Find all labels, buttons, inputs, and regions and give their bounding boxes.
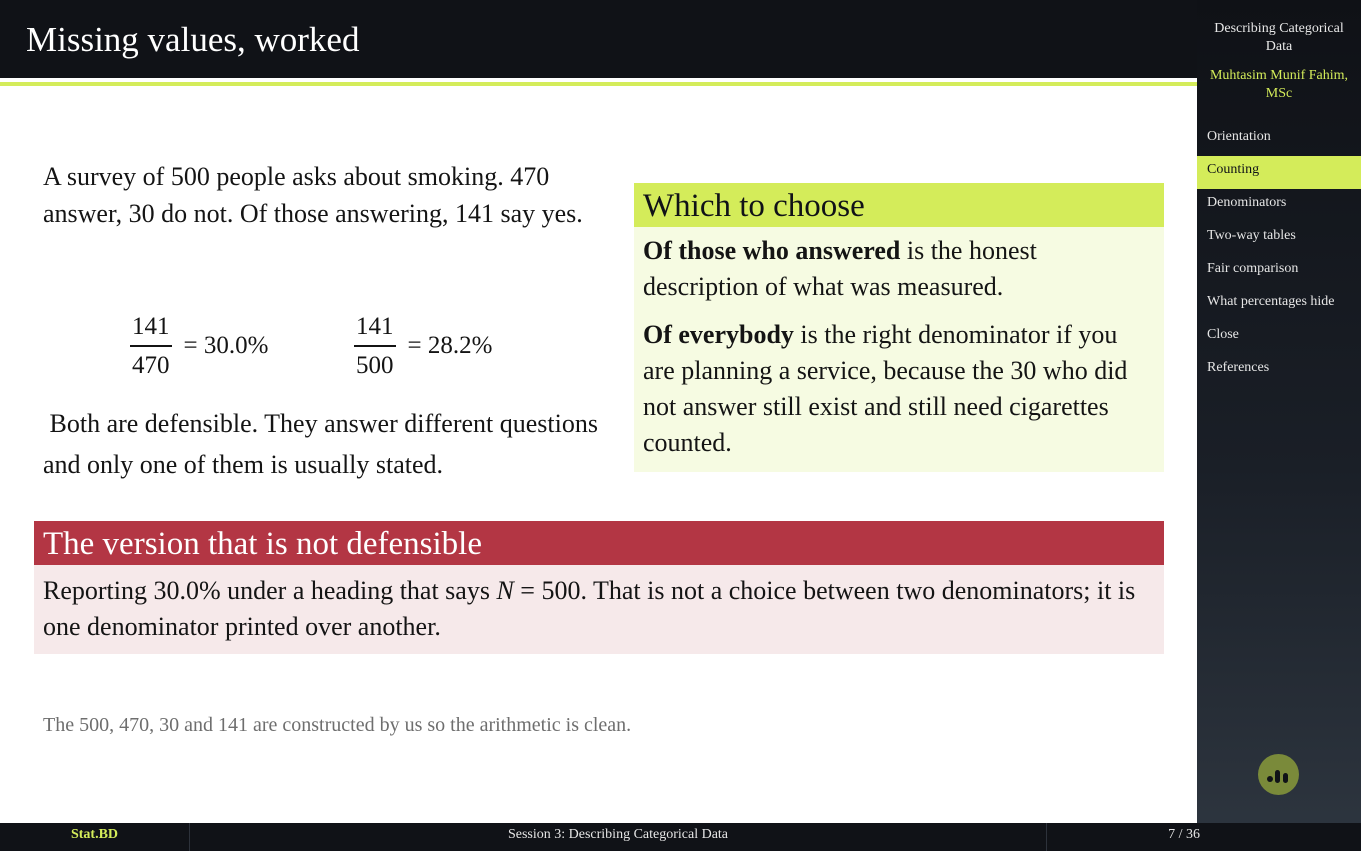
notdef-text-before: Reporting 30.0% under a heading that says — [43, 576, 497, 605]
slide-footer — [0, 823, 1361, 851]
sidebar-item-close[interactable]: Close — [1207, 327, 1239, 342]
sidebar-item-two-way-tables[interactable]: Two-way tables — [1207, 228, 1296, 243]
notdef-math-variable: N — [496, 576, 514, 605]
formula-answered — [130, 312, 268, 381]
sidebar-item-counting[interactable]: Counting — [1197, 156, 1361, 189]
which-to-choose-body — [634, 227, 1164, 461]
fraction-numerator: 141 — [132, 313, 170, 340]
fraction-bar — [130, 345, 172, 347]
bar-chart-icon — [1258, 754, 1299, 795]
not-defensible-body — [34, 565, 1164, 645]
slide-title: Missing values, worked — [26, 20, 360, 59]
formula-everybody — [354, 312, 492, 381]
choose-paragraph-everybody — [643, 317, 1154, 461]
footer-brand: Stat.BD — [0, 823, 190, 851]
slide-header — [0, 0, 1197, 78]
footnote: The 500, 470, 30 and 141 are constructed by us so the arithmetic is clean. — [43, 714, 632, 736]
choose-paragraph-answered — [643, 233, 1154, 305]
choose-text-everybody: is the right denominator if you are planning a service, because the 30 who did not answer still exist and still need cigarettes counted. — [643, 320, 1128, 457]
which-to-choose-heading: Which to choose — [634, 183, 1164, 227]
choose-bold-answered: Of those who answered — [643, 236, 901, 265]
footer-page-number: 7 / 36 — [1168, 827, 1200, 842]
sidebar-item-what-percentages-hide[interactable]: What percentages hide — [1207, 294, 1335, 309]
choose-bold-everybody: Of everybody — [643, 320, 794, 349]
bar-chart-logo-icon[interactable] — [1258, 754, 1299, 795]
sidebar — [1197, 0, 1361, 851]
footer-session-title: Session 3: Describing Categorical Data — [190, 823, 1047, 851]
choose-text-answered: is the honest description of what was measured. — [643, 236, 1037, 301]
sidebar-item-orientation[interactable]: Orientation — [1207, 129, 1271, 144]
both-defensible-text: Both are defensible. They answer different questions and only one of them is usually stated. — [43, 409, 598, 479]
sidebar-item-denominators[interactable]: Denominators — [1207, 195, 1287, 210]
both-defensible-paragraph — [43, 403, 613, 485]
fraction — [354, 312, 396, 381]
header-accent-rule — [0, 82, 1197, 86]
fraction-bar — [354, 345, 396, 347]
sidebar-nav — [1197, 123, 1361, 387]
sidebar-item-fair-comparison[interactable]: Fair comparison — [1207, 261, 1299, 276]
not-defensible-heading: The version that is not defensible — [34, 521, 1164, 565]
sidebar-deck-title: Describing Categorical Data — [1214, 21, 1344, 54]
not-defensible-block — [34, 521, 1164, 654]
fraction — [130, 312, 172, 381]
fraction-denominator: 500 — [356, 351, 394, 379]
fraction-denominator: 470 — [132, 351, 170, 379]
sidebar-author: Muhtasim Munif Fahim, MSc — [1209, 68, 1349, 101]
sidebar-item-references[interactable]: References — [1207, 360, 1270, 375]
formula-result: = 28.2% — [407, 332, 493, 360]
intro-paragraph: A survey of 500 people asks about smoking. 470 answer, 30 do not. Of those answering, 141 say yes. — [43, 162, 583, 228]
which-to-choose-block — [634, 183, 1164, 472]
notdef-math-rest: = 500. — [513, 576, 587, 605]
notdef-text-after: That is not a choice between two denominators; it is one denominator printed over another. — [43, 576, 1136, 641]
fraction-numerator: 141 — [356, 313, 394, 340]
formula-result: = 30.0% — [183, 332, 269, 360]
